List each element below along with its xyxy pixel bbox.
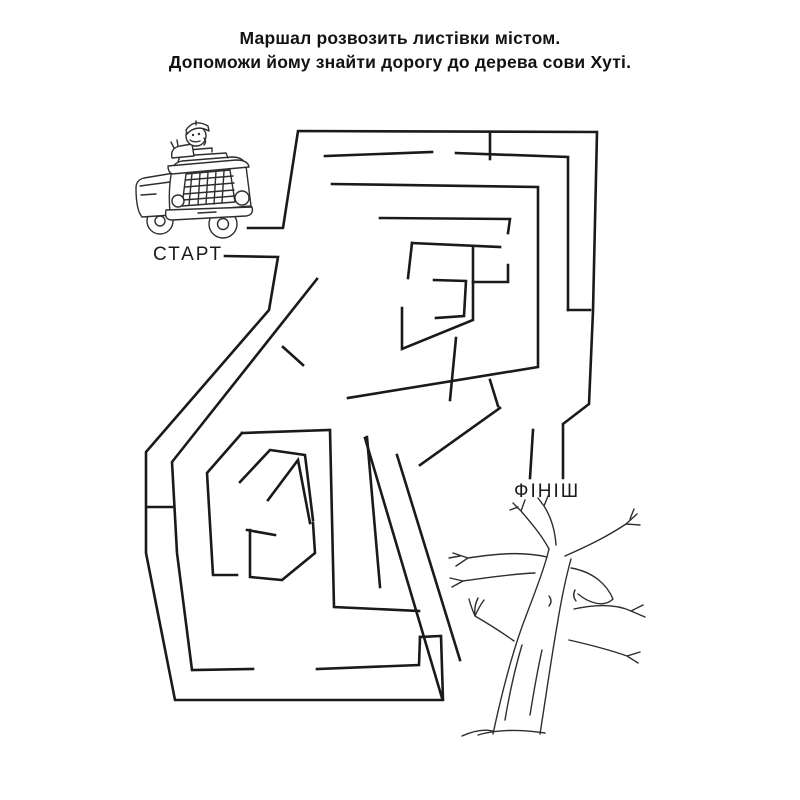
marshall-character <box>171 121 209 158</box>
title-line-2: Допоможи йому знайти дорогу до дерева сови Хуті. <box>168 52 632 72</box>
finish-label: ФІНІШ <box>514 481 581 502</box>
title-line-1: Маршал розвозить листівки містом. <box>239 28 561 48</box>
start-label: СТАРТ <box>153 244 224 265</box>
fire-truck-illustration <box>136 121 252 238</box>
owl-tree-illustration <box>449 496 645 736</box>
